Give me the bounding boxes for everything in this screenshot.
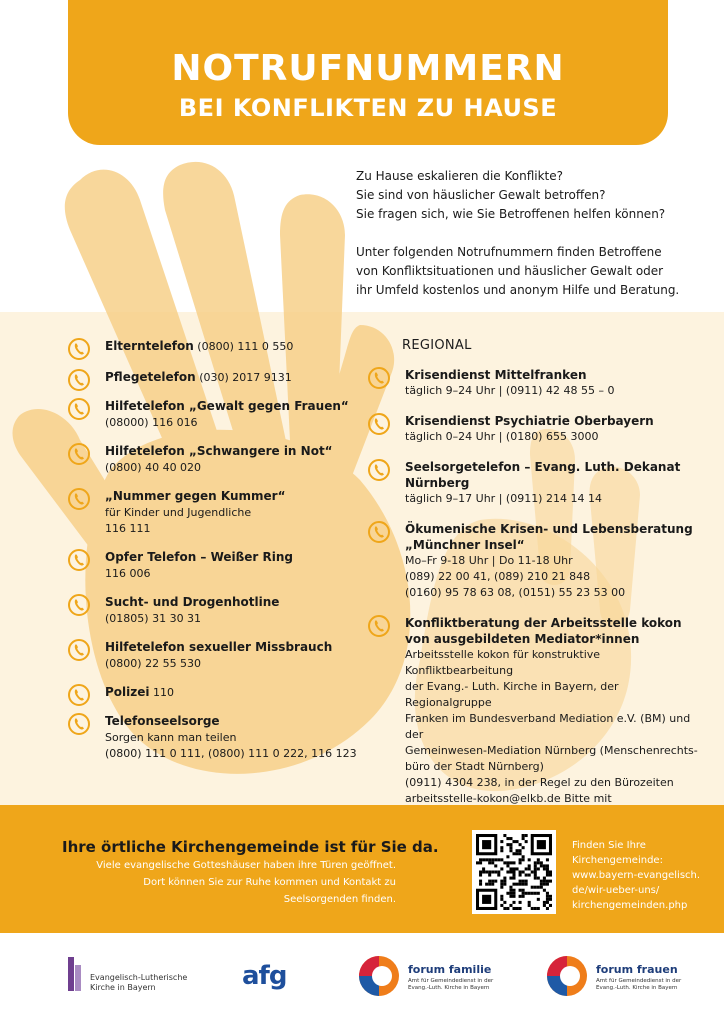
- finden-text: [572, 838, 722, 913]
- page-title: NOTRUFNUMMERN: [171, 48, 565, 89]
- afg-logo-text: afg: [242, 961, 287, 991]
- church-line: Dort können Sie zur Ruhe kommen und Kontakt zu: [143, 877, 396, 888]
- elk-line: Kirche in Bayern: [90, 983, 156, 992]
- hotline-title: [105, 338, 368, 355]
- forum-familie-icon: [356, 953, 402, 999]
- regional-detail: Mo–Fr 9-18 Uhr | Do 11-18 Uhr: [405, 554, 573, 567]
- intro-line: Zu Hause eskalieren die Konflikte?: [356, 169, 563, 183]
- phone-icon: [368, 615, 390, 637]
- qr-code-icon: [476, 834, 552, 910]
- regional-entry: [368, 521, 698, 601]
- hotline-title: [105, 549, 368, 566]
- hotline-detail: 116 006: [105, 567, 151, 580]
- forum-frauen-name: forum frauen: [596, 963, 678, 976]
- elk-logo: [68, 943, 198, 1013]
- regional-detail: (089) 22 00 41, (089) 210 21 848: [405, 570, 591, 583]
- church-title: Ihre örtliche Kirchengemeinde ist für Sie da.: [62, 838, 439, 856]
- elk-logo-icon: [75, 965, 81, 991]
- forum-sub-line: Evang.-Luth. Kirche in Bayern: [408, 985, 490, 991]
- forum-frauen-sub: [596, 978, 706, 992]
- regional-entry: [368, 367, 698, 399]
- hotline-title: [105, 594, 368, 611]
- regional-name: Seelsorgetelefon – Evang. Luth. Dekanat Nürnberg: [405, 460, 681, 490]
- phone-icon: [68, 713, 90, 735]
- church-line: Seelsorgenden finden.: [283, 894, 396, 905]
- intro-text: [356, 167, 706, 319]
- regional-name: Krisendienst Mittelfranken: [405, 368, 587, 382]
- finden-link[interactable]: de/wir-ueber-uns/: [572, 885, 660, 896]
- phone-icon: [68, 488, 90, 510]
- regional-entry: [368, 413, 698, 445]
- hotline-list: [68, 338, 368, 762]
- page-subtitle: BEI KONFLIKTEN ZU HAUSE: [178, 94, 558, 122]
- phone-icon: [68, 338, 90, 360]
- hotline-inline-number: 110: [149, 686, 175, 699]
- elk-logo-text: [90, 973, 200, 993]
- phone-icon: [68, 549, 90, 571]
- phone-icon: [368, 459, 390, 481]
- regional-name: Krisendienst Psychiatrie Oberbayern: [405, 414, 654, 428]
- hotline-name: Polizei: [105, 685, 150, 699]
- hotline-entry: [68, 488, 368, 537]
- phone-icon: [368, 413, 390, 435]
- intro-line: Sie sind von häuslicher Gewalt betroffen?: [356, 188, 606, 202]
- regional-entries: [368, 367, 698, 839]
- hotline-title: [105, 684, 368, 701]
- phone-icon: [68, 639, 90, 661]
- hotline-title: [105, 398, 368, 415]
- hotline-detail: Sorgen kann man teilen: [105, 731, 237, 744]
- hotline-entry: [68, 594, 368, 627]
- finden-line: Finden Sie Ihre: [572, 840, 646, 851]
- hotline-name: Sucht- und Drogenhotline: [105, 595, 280, 609]
- regional-detail: Franken im Bundesverband Mediation e.V. (BM) und der: [405, 712, 691, 741]
- forum-familie-logo: [356, 943, 496, 1013]
- forum-sub-line: Amt für Gemeindedienst in der: [408, 978, 494, 984]
- hotline-entry: [68, 443, 368, 476]
- header-banner: [68, 0, 668, 145]
- logo-bar: [0, 933, 724, 1024]
- hotline-detail: (01805) 31 30 31: [105, 612, 202, 625]
- hotline-detail: für Kinder und Jugendliche: [105, 506, 252, 519]
- regional-detail: büro der Stadt Nürnberg): [405, 760, 544, 773]
- forum-familie-sub: [408, 978, 518, 992]
- phone-icon: [68, 443, 90, 465]
- regional-detail: Gemeinwesen-Mediation Nürnberg (Menschenrechts-: [405, 744, 698, 757]
- intro-line: Sie fragen sich, wie Sie Betroffenen helfen können?: [356, 207, 666, 221]
- church-text: [56, 857, 396, 908]
- regional-detail: arbeitsstelle-kokon@elkb.de Bitte mit: [405, 792, 612, 805]
- hotline-detail: (0800) 22 55 530: [105, 657, 202, 670]
- regional-detail: (0160) 95 78 63 08, (0151) 55 23 53 00: [405, 586, 626, 599]
- regional-detail: täglich 9–24 Uhr | (0911) 42 48 55 – 0: [405, 384, 615, 397]
- forum-sub-line: Amt für Gemeindedienst in der: [596, 978, 682, 984]
- phone-icon: [68, 369, 90, 391]
- church-line: Viele evangelische Gotteshäuser haben ihre Türen geöffnet.: [96, 860, 396, 871]
- hotline-inline-number: (030) 2017 9131: [195, 371, 292, 384]
- phone-icon: [368, 521, 390, 543]
- intro-line: von Konfliktsituationen und häuslicher Gewalt oder: [356, 264, 664, 278]
- intro-paragraph-2: [356, 243, 706, 300]
- hotline-title: [105, 488, 368, 505]
- intro-paragraph-1: [356, 167, 706, 224]
- hotline-entry: [68, 713, 368, 762]
- finden-line: Kirchengemeinde:: [572, 855, 663, 866]
- forum-sub-line: Evang.-Luth. Kirche in Bayern: [596, 985, 678, 991]
- phone-icon: [68, 594, 90, 616]
- forum-familie-name: forum familie: [408, 963, 492, 976]
- hotline-inline-number: (0800) 111 0 550: [193, 340, 294, 353]
- intro-line: ihr Umfeld kostenlos und anonym Hilfe und Beratung.: [356, 283, 680, 297]
- hotline-entry: [68, 338, 368, 355]
- regional-detail: täglich 9–17 Uhr | (0911) 214 14 14: [405, 492, 602, 505]
- phone-icon: [68, 684, 90, 706]
- regional-name: Ökumenische Krisen- und Lebensberatung „Münchner Insel“: [405, 522, 693, 552]
- hotline-entry: [68, 398, 368, 431]
- hotline-name: Hilfetelefon „Gewalt gegen Frauen“: [105, 399, 349, 413]
- hotline-name: Hilfetelefon „Schwangere in Not“: [105, 444, 333, 458]
- hotline-detail: (0800) 40 40 020: [105, 461, 202, 474]
- hotline-detail: 116 111: [105, 522, 151, 535]
- finden-link[interactable]: kirchengemeinden.php: [572, 900, 688, 911]
- elk-line: Evangelisch-Lutherische: [90, 973, 188, 982]
- hotline-entry: [68, 369, 368, 386]
- hotline-name: Telefonseelsorge: [105, 714, 220, 728]
- forum-frauen-logo: [544, 943, 694, 1013]
- elk-logo-icon: [68, 957, 74, 991]
- intro-line: Unter folgenden Notrufnummern finden Betroffene: [356, 245, 662, 259]
- hotline-entry: [68, 639, 368, 672]
- regional-detail: Arbeitsstelle kokon für konstruktive Konfliktbearbeitung: [405, 648, 601, 677]
- hotline-detail: (0800) 111 0 111, (0800) 111 0 222, 116 123: [105, 747, 357, 760]
- regional-detail: der Evang.- Luth. Kirche in Bayern, der Regionalgruppe: [405, 680, 619, 709]
- hotline-title: [105, 713, 368, 730]
- hotline-title: [105, 369, 368, 386]
- regional-name: Konfliktberatung der Arbeitsstelle kokon von ausgebildeten Mediator*innen: [405, 616, 682, 646]
- hotline-title: [105, 443, 368, 460]
- forum-frauen-icon: [544, 953, 590, 999]
- regional-detail: täglich 0–24 Uhr | (0180) 655 3000: [405, 430, 599, 443]
- qr-code[interactable]: [472, 830, 556, 914]
- hotline-name: Opfer Telefon – Weißer Ring: [105, 550, 294, 564]
- hotline-name: Elterntelefon: [105, 339, 194, 353]
- regional-entry: [368, 459, 698, 507]
- hotline-name: Pflegetelefon: [105, 370, 196, 384]
- regional-heading: REGIONAL: [402, 338, 472, 353]
- hotline-detail: (08000) 116 016: [105, 416, 198, 429]
- regional-detail: (0911) 4304 238, in der Regel zu den Bürozeiten: [405, 776, 674, 789]
- phone-icon: [368, 367, 390, 389]
- regional-list: [368, 338, 698, 839]
- afg-logo: [242, 943, 312, 1013]
- hotline-title: [105, 639, 368, 656]
- hotline-entry: [68, 684, 368, 701]
- phone-icon: [68, 398, 90, 420]
- finden-link[interactable]: www.bayern-evangelisch.: [572, 870, 701, 881]
- hotline-name: „Nummer gegen Kummer“: [105, 489, 286, 503]
- hotline-name: Hilfetelefon sexueller Missbrauch: [105, 640, 333, 654]
- hotline-entry: [68, 549, 368, 582]
